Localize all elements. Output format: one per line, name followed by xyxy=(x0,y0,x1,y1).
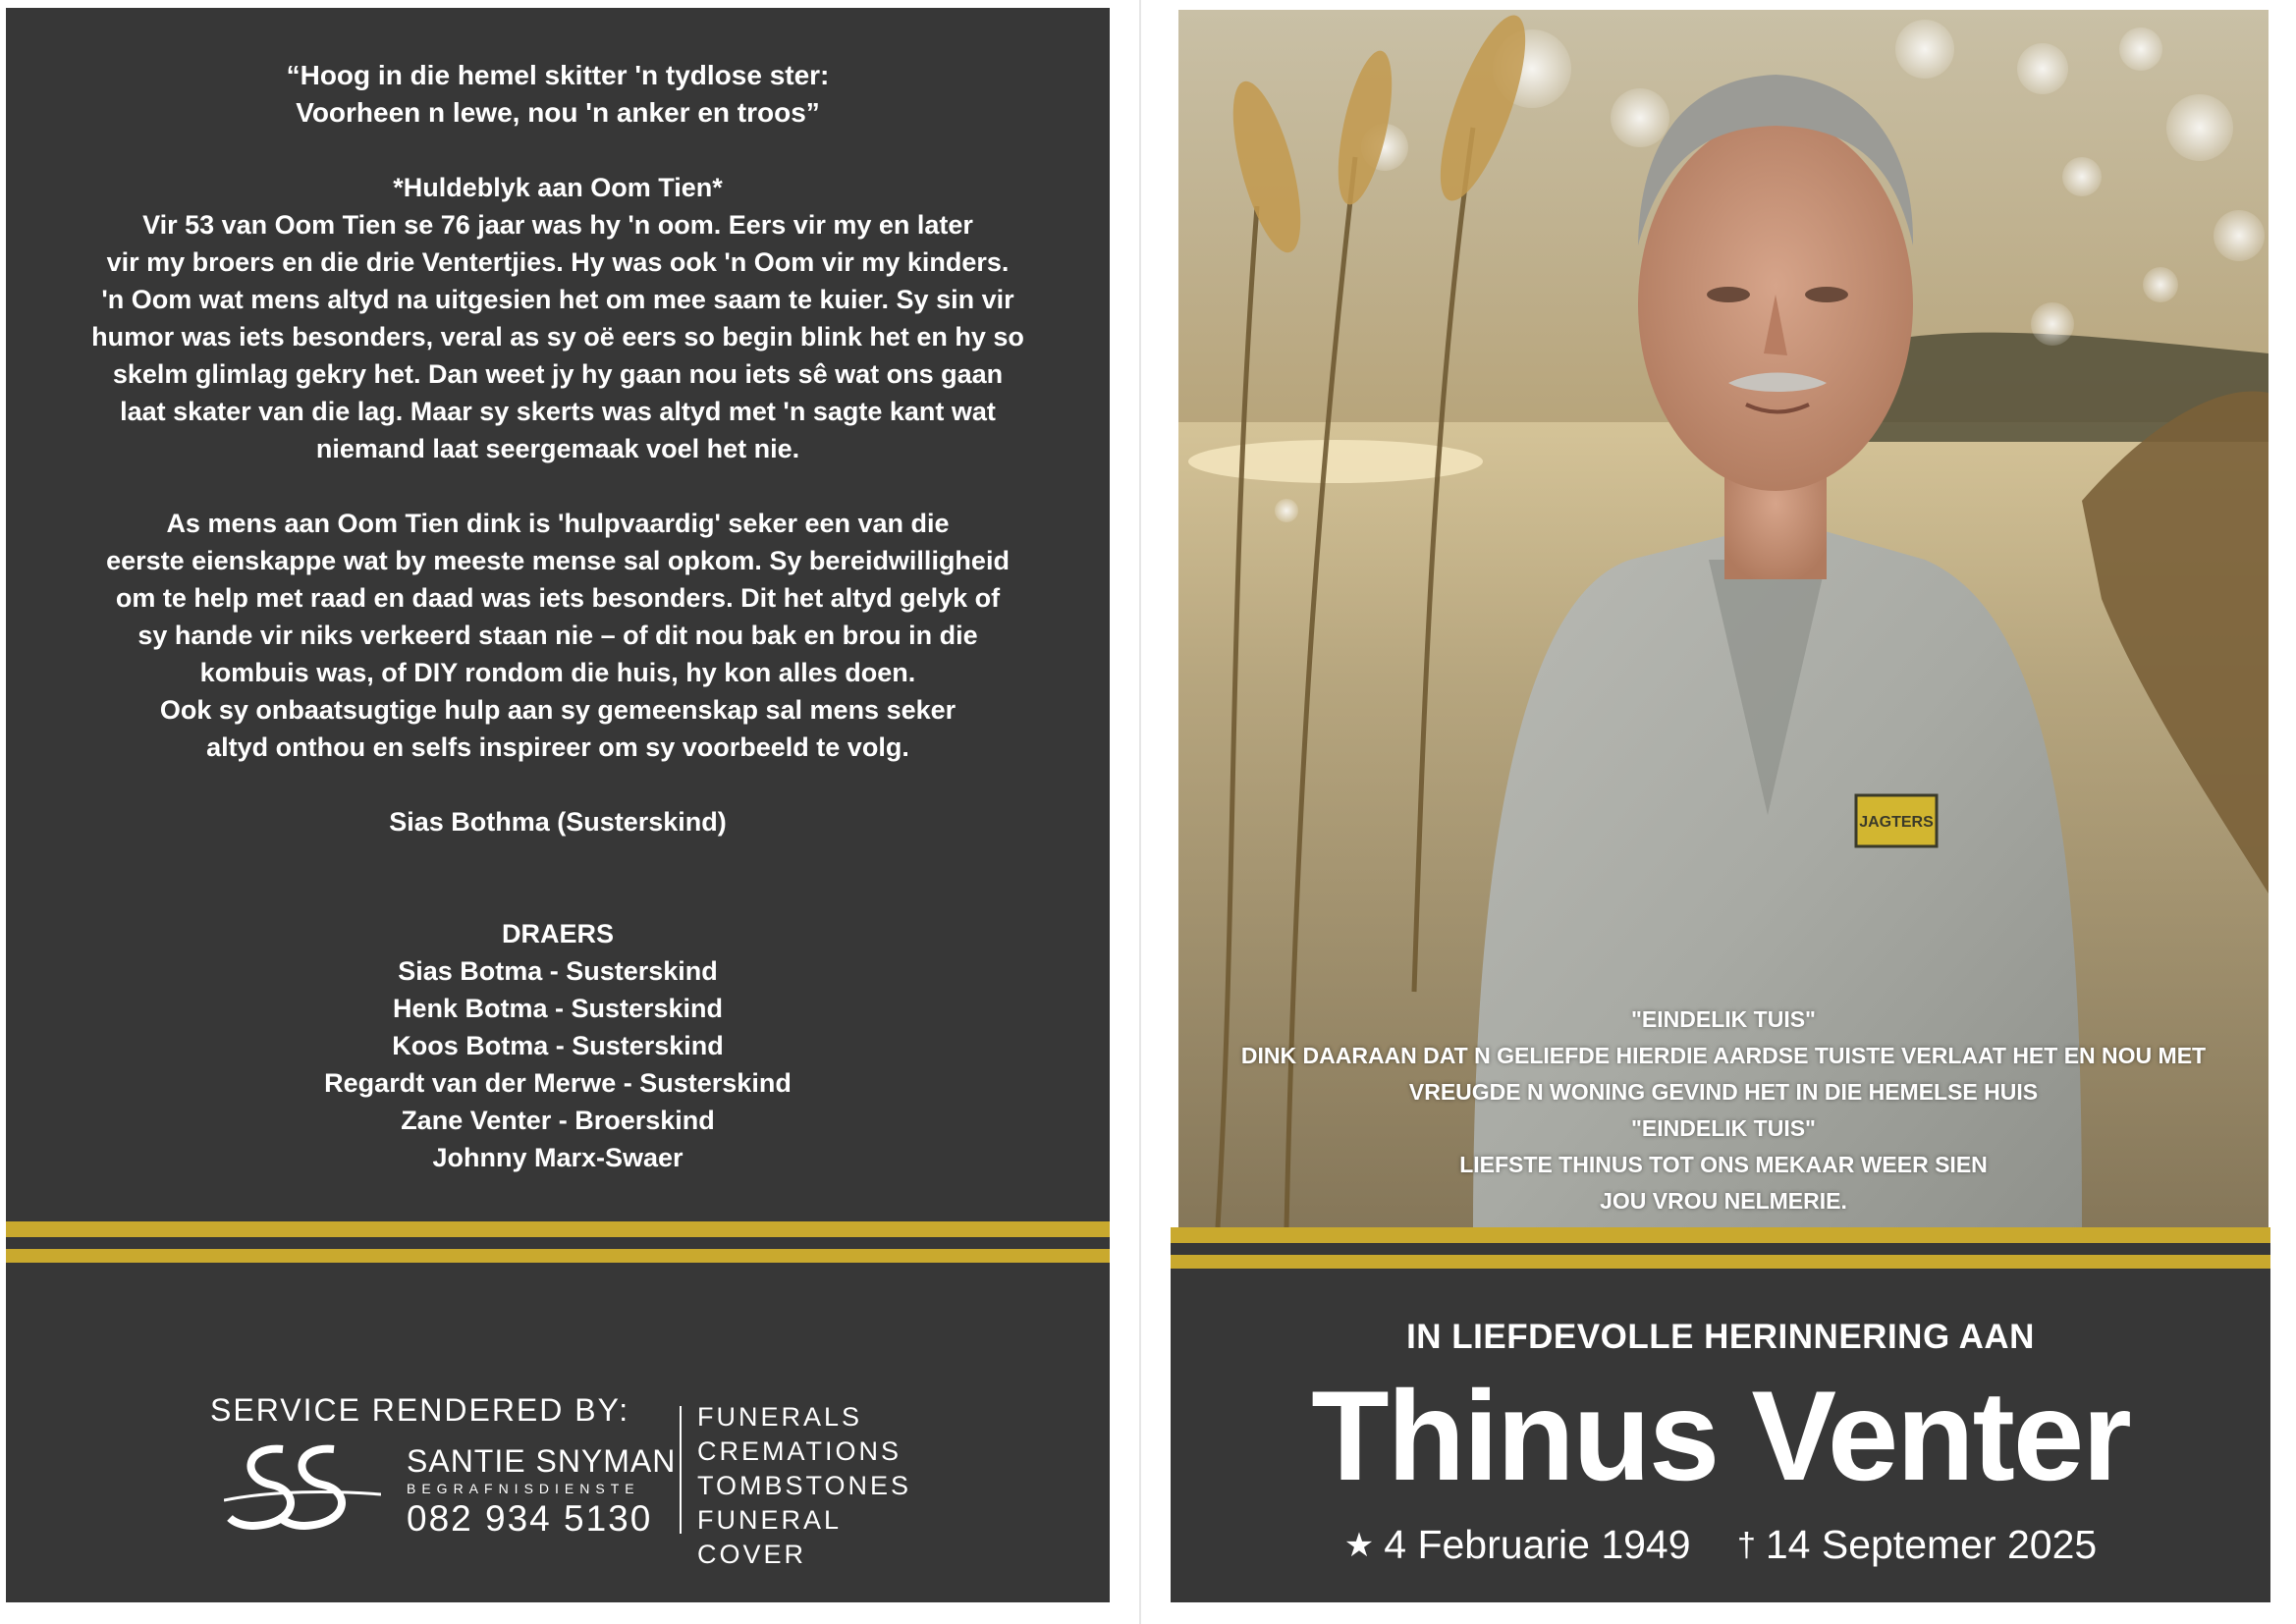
company-subtitle: BEGRAFNISDIENSTE xyxy=(407,1481,640,1496)
service-block xyxy=(210,1392,917,1569)
portrait-photo xyxy=(1178,10,2269,1227)
deceased-name: Thinus Venter xyxy=(1311,1364,2130,1507)
draer-item: Koos Botma - Susterskind xyxy=(392,1031,724,1060)
draer-item: Regardt van der Merwe - Susterskind xyxy=(324,1068,792,1098)
death-date: 14 Septemer 2025 xyxy=(1765,1522,2098,1567)
tribute-line: sy hande vir niks verkeerd staan nie – of dit nou bak en brou in die xyxy=(137,621,978,650)
tribute-line: vir my broers en die drie Ventertjies. Hy was ook 'n Oom vir my kinders. xyxy=(106,247,1010,277)
service-item: CREMATIONS xyxy=(697,1436,902,1466)
caption-line: JOU VROU NELMERIE. xyxy=(1600,1188,1847,1214)
caption-line: "EINDELIK TUIS" xyxy=(1631,1006,1816,1032)
company-name: SANTIE SNYMAN xyxy=(407,1443,677,1479)
service-item: TOMBSTONES xyxy=(697,1471,912,1500)
gold-stripes-right xyxy=(1171,1227,2270,1269)
star-icon: ★ xyxy=(1343,1527,1375,1564)
photo-caption xyxy=(1178,1001,2269,1219)
quote-line-2: Voorheen n lewe, nou 'n anker en troos” xyxy=(296,97,820,128)
tribute-line: Ook sy onbaatsugtige hulp aan sy gemeenskap sal mens seker xyxy=(159,695,957,725)
service-divider xyxy=(680,1406,682,1534)
tribute-line: kombuis was, of DIY rondom die huis, hy kon alles doen. xyxy=(199,658,916,687)
tribute-line: As mens aan Oom Tien dink is 'hulpvaardig' seker een van die xyxy=(166,509,950,538)
tribute-line: skelm glimlag gekry het. Dan weet jy hy gaan nou iets sê wat ons gaan xyxy=(112,359,1004,389)
service-item: FUNERAL COVER xyxy=(697,1505,842,1569)
caption-line: DINK DAARAAN DAT N GELIEFDE HIERDIE AARDSE TUISTE VERLAAT HET EN NOU MET xyxy=(1240,1043,2207,1068)
services-list xyxy=(697,1400,917,1572)
draer-item: Zane Venter - Broerskind xyxy=(401,1106,715,1135)
draer-item: Sias Botma - Susterskind xyxy=(398,956,718,986)
page-fold xyxy=(1139,0,1141,1624)
tribute-line: humor was iets besonders, veral as sy oë eers so begin blink het en hy so xyxy=(91,322,1024,352)
memory-title: IN LIEFDEVOLLE HERINNERING AAN xyxy=(1406,1318,2035,1356)
shirt-patch-text: JAGTERS xyxy=(1859,814,1934,831)
death-date-group xyxy=(1737,1522,2097,1568)
tribute-text-block xyxy=(6,57,1110,1176)
life-dates xyxy=(1171,1522,2270,1568)
tribute-line: Vir 53 van Oom Tien se 76 jaar was hy 'n oom. Eers vir my en later xyxy=(142,210,973,240)
gold-stripes-left xyxy=(6,1221,1110,1263)
birth-date-group xyxy=(1344,1522,1691,1568)
memorial-title-panel xyxy=(1171,1269,2270,1602)
birth-date: 4 Februarie 1949 xyxy=(1384,1522,1691,1567)
left-panel xyxy=(6,8,1110,1602)
tribute-line: laat skater van die lag. Maar sy skerts was altyd met 'n sagte kant wat xyxy=(120,397,996,426)
ss-monogram-logo-icon xyxy=(224,1439,381,1538)
tribute-title: *Huldeblyk aan Oom Tien* xyxy=(393,173,723,202)
tribute-line: 'n Oom wat mens altyd na uitgesien het om mee saam te kuier. Sy sin vir xyxy=(101,285,1014,314)
caption-line: LIEFSTE THINUS TOT ONS MEKAAR WEER SIEN xyxy=(1459,1152,1988,1177)
tribute-line: eerste eienskappe wat by meeste mense sal opkom. Sy bereidwilligheid xyxy=(106,546,1010,575)
caption-line: VREUGDE N WONING GEVIND HET IN DIE HEMELSE HUIS xyxy=(1408,1079,2039,1105)
draer-item: Johnny Marx-Swaer xyxy=(432,1143,683,1172)
service-item: FUNERALS xyxy=(697,1402,863,1432)
draers-title: DRAERS xyxy=(501,919,614,948)
service-label: SERVICE RENDERED BY: xyxy=(210,1392,630,1428)
cross-icon: † xyxy=(1736,1527,1756,1564)
tribute-line: altyd onthou en selfs inspireer om sy voorbeeld te volg. xyxy=(206,732,909,762)
tribute-line: om te help met raad en daad was iets besonders. Dit het altyd gelyk of xyxy=(115,583,1001,613)
quote-line-1: “Hoog in die hemel skitter 'n tydlose ster: xyxy=(286,60,830,90)
draer-item: Henk Botma - Susterskind xyxy=(392,994,724,1023)
tribute-line: niemand laat seergemaak voel het nie. xyxy=(315,434,800,463)
caption-line: "EINDELIK TUIS" xyxy=(1631,1115,1816,1141)
company-phone: 082 934 5130 xyxy=(407,1498,653,1539)
tribute-signature: Sias Bothma (Susterskind) xyxy=(389,807,727,837)
